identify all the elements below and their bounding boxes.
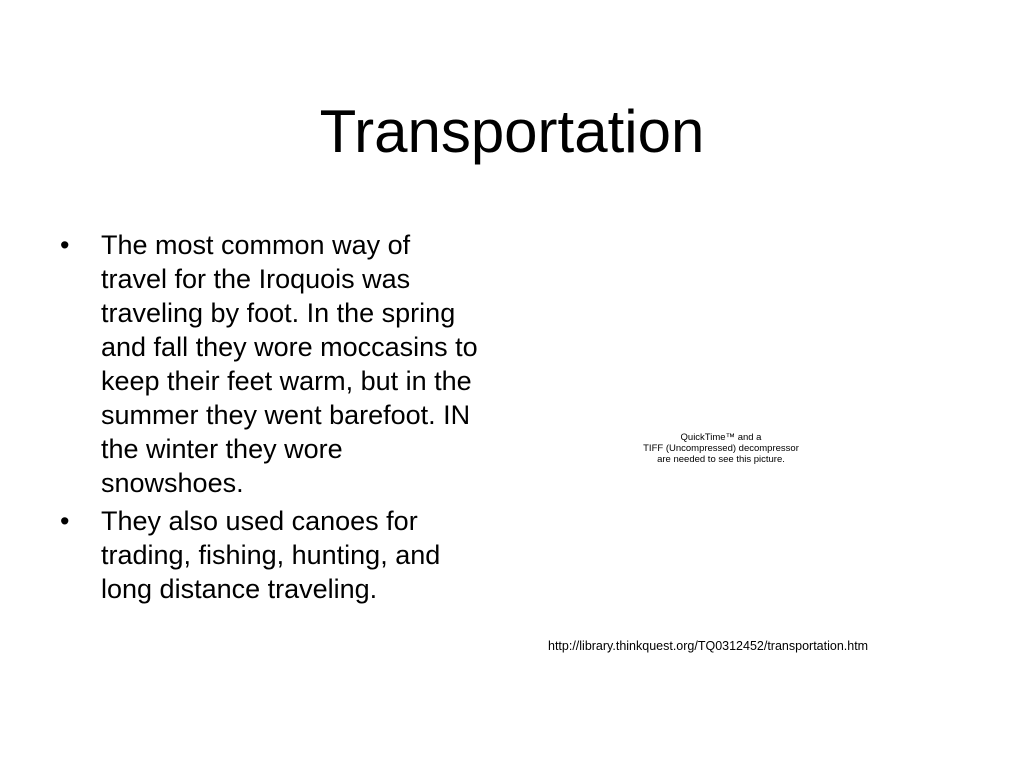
bullet-text: They also used canoes for trading, fishing, hunting, and long distance traveling. [101, 506, 441, 604]
placeholder-line: are needed to see this picture. [657, 454, 785, 465]
slide-title: Transportation [319, 98, 705, 165]
bullet-text: The most common way of travel for the Iroquois was traveling by foot. In the spring and fall they wore moccasins to keep their feet warm, but in the summer they went barefoot. IN the winter they wore snowshoes. [101, 230, 478, 498]
source-url[interactable]: http://library.thinkquest.org/TQ0312452/transportation.htm [548, 639, 869, 653]
bullet-marker: • [60, 506, 70, 536]
list-item [60, 228, 480, 500]
list-item [60, 504, 480, 606]
bullet-list [60, 228, 480, 610]
bullet-marker: • [60, 230, 70, 260]
placeholder-line: QuickTime™ and a [680, 432, 762, 443]
placeholder-line: TIFF (Uncompressed) decompressor [643, 443, 799, 454]
quicktime-image-placeholder [620, 432, 822, 465]
